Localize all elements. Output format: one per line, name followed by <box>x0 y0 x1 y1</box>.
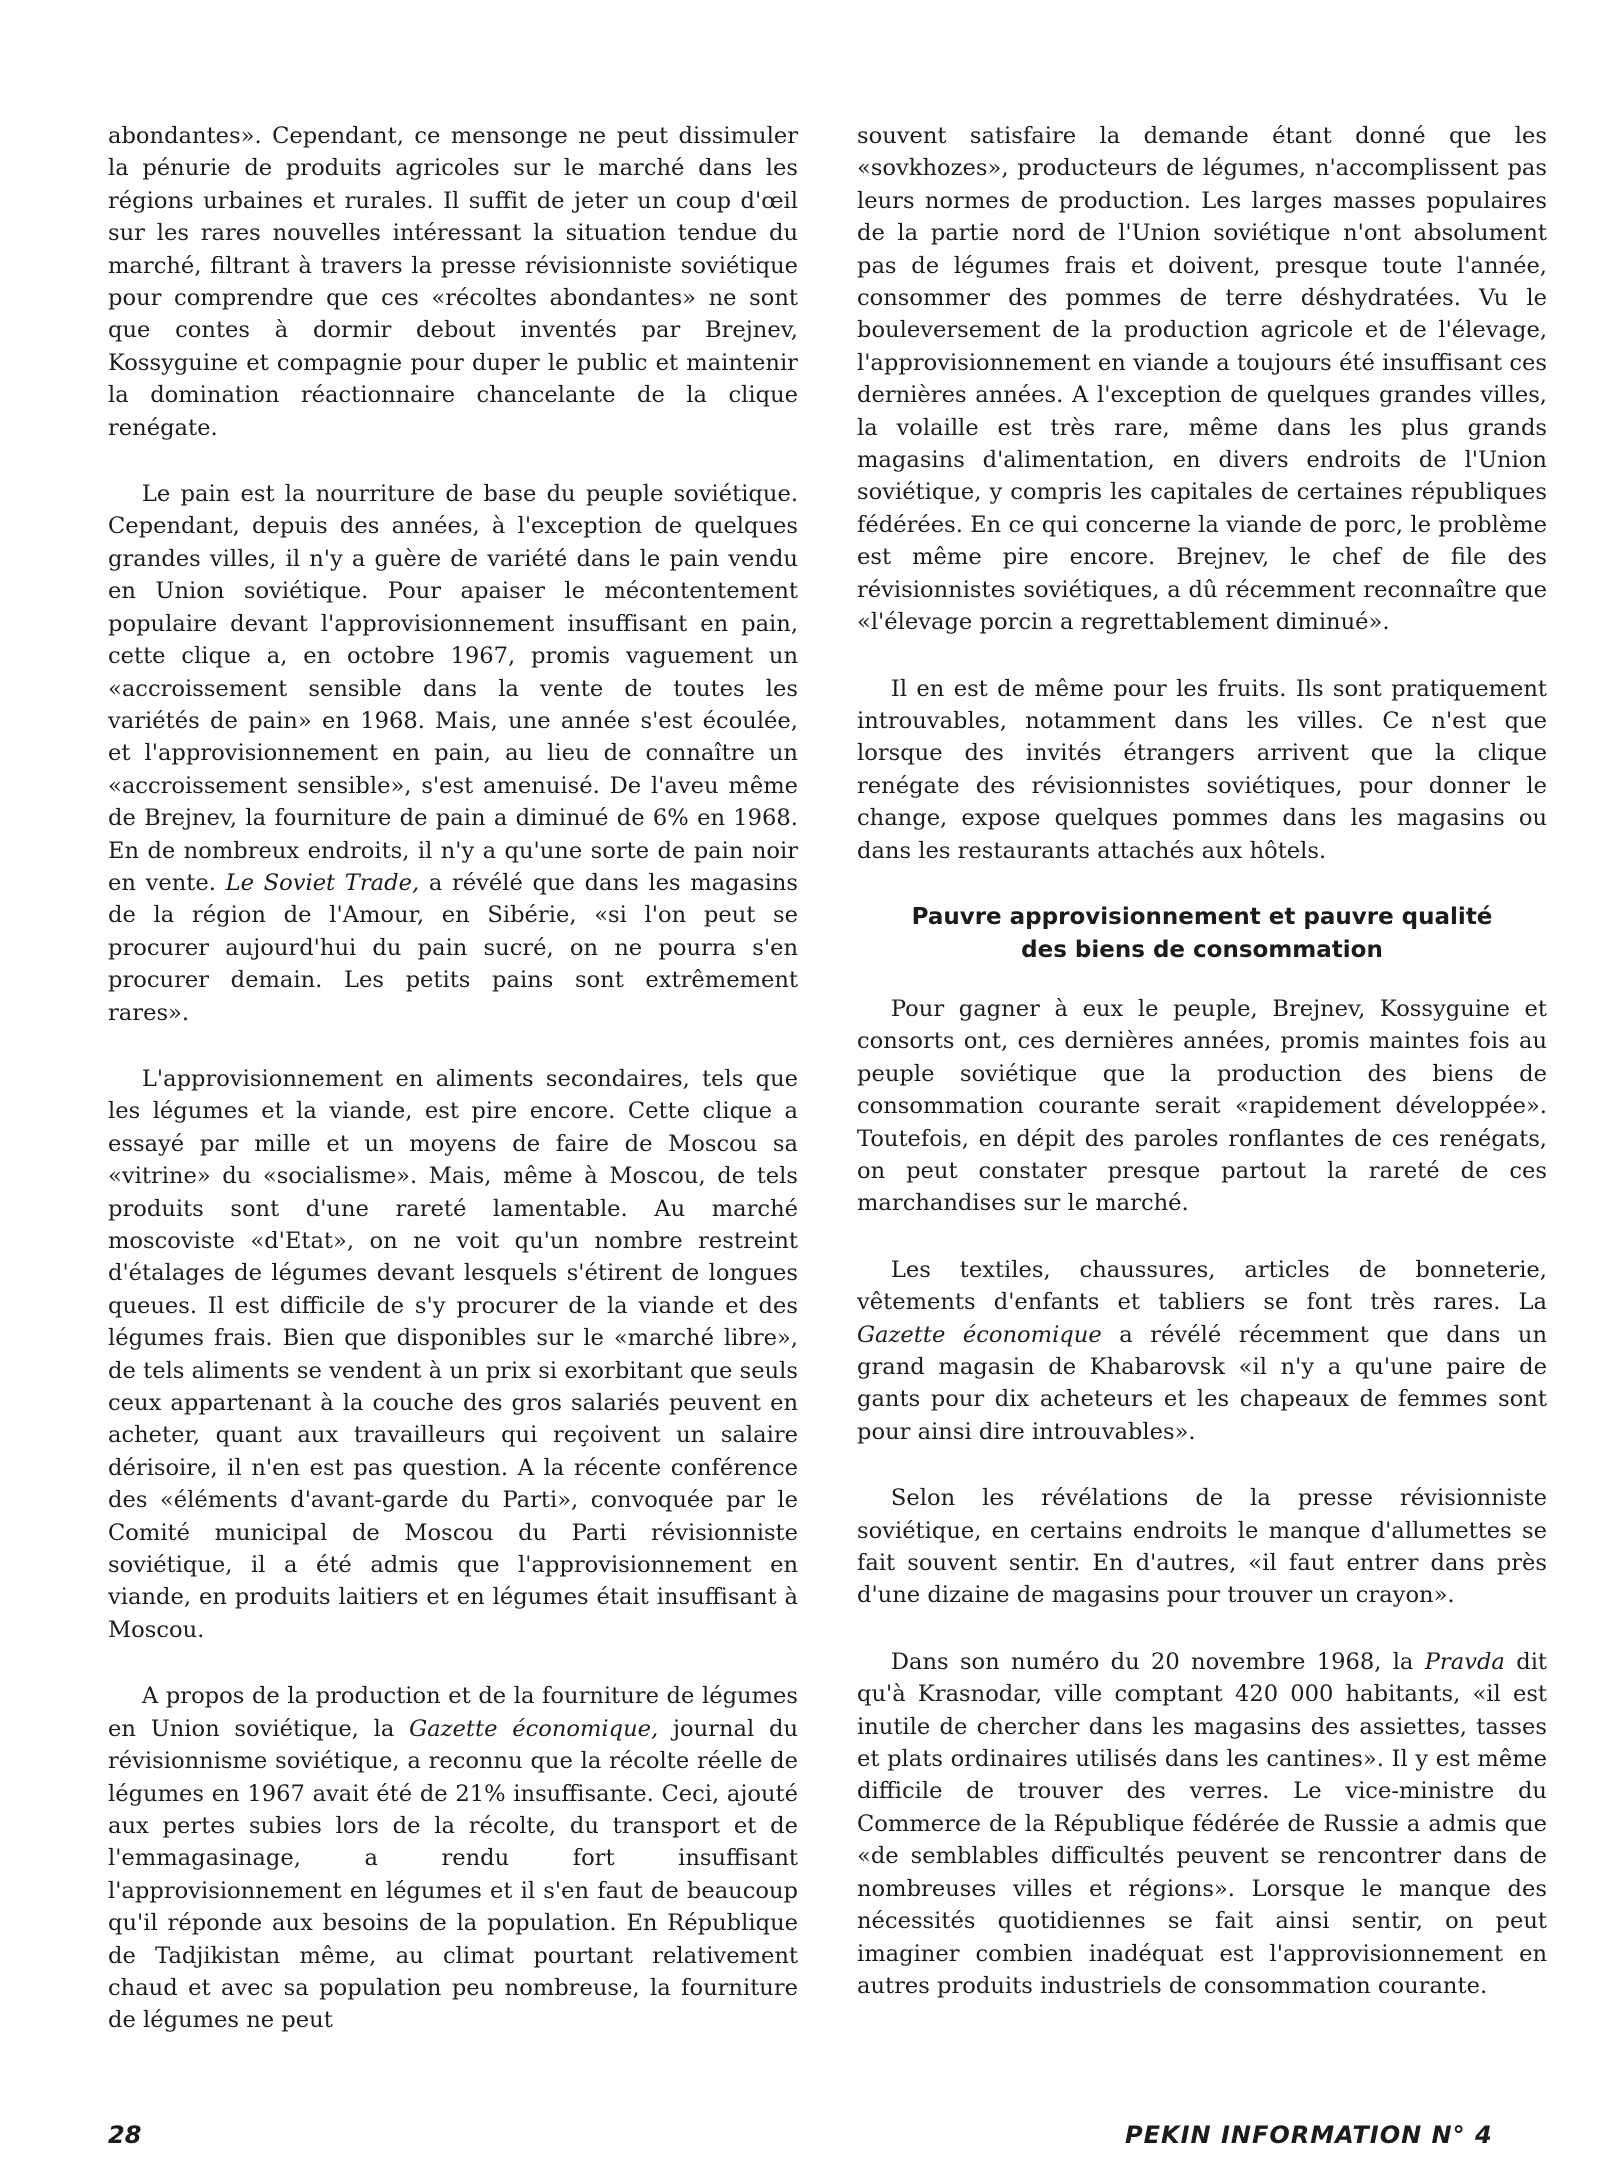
paragraph <box>108 478 798 1029</box>
paragraph: souvent satisfaire la demande étant donné que les «sovkhozes», producteurs de légumes, n'accomplissent pas leurs normes de production. Les larges masses populaires de la partie nord de l'Union soviétique n'ont absolument pas de légumes frais et doivent, presque toute l'année, consommer des pommes de terre déshydratées. Vu le bouleversement de la production agricole et de l'élevage, l'approvisionnement en viande a toujours été insuffisant ces dernières années. A l'exception de quelques grandes villes, la volaille est très rare, même dans les plus grands magasins d'alimentation, en divers endroits de l'Union soviétique, y compris les capitales de certaines républiques fédérées. En ce qui concerne la viande de porc, le problème est même pire encore. Brejnev, le chef de file des révisionnistes soviétiques, a dû récemment reconnaître que «l'élevage porcin a regrettablement diminué». <box>857 123 1547 636</box>
paragraph-text: Dans son numéro du 20 novembre 1968, la <box>890 1648 1414 1675</box>
paragraph-text: Les textiles, chaussures, articles de bonneterie, vêtements d'enfants et tabliers se font très rares. La <box>857 1256 1547 1316</box>
paragraph <box>857 1254 1547 1448</box>
paragraph: L'approvisionnement en aliments secondaires, tels que les légumes et la viande, est pire encore. Cette clique a essayé par mille et un moyens de faire de Moscou sa «vitrine» du «socialisme». Mais, même à Moscou, de tels produits sont d'une rareté lamentable. Au marché moscoviste «d'Etat», on ne voit qu'un nombre restreint d'étalages de légumes devant lesquels s'étirent de longues queues. Il est difficile de s'y procurer de la viande et des légumes frais. Bien que disponibles sur le «marché libre», de tels aliments se vendent à un prix si exorbitant que seuls ceux appartenant à la couche des gros salariés peuvent en acheter, quant aux travailleurs qui reçoivent un salaire dérisoire, il n'en est pas question. A la récente conférence des «éléments d'avant-garde du Parti», convoquée par le Comité municipal de Moscou du Parti révisionniste soviétique, il a été admis que l'approvisionnement en viande, en produits laitiers et en légumes était insuffisant à Moscou. <box>108 1065 798 1643</box>
paragraph: abondantes». Cependant, ce mensonge ne peut dissimuler la pénurie de produits agricoles sur le marché dans les régions urbaines et rurales. Il suffit de jeter un coup d'œil sur les rares nouvelles intéressant la situation tendue du marché, filtrant à travers la presse révisionniste soviétique pour comprendre que ces «récoltes abondantes» ne sont que contes à dormir debout inventés par Brejnev, Kossyguine et compagnie pour duper le public et maintenir la domination réactionnaire chancelante de la clique renégate. <box>108 123 798 441</box>
paragraph <box>108 1680 798 2036</box>
paragraph-text: A propos de la production et de la fourniture de légumes en Union soviétique, la <box>108 1683 798 1742</box>
paragraph-text: journal du révisionnisme soviétique, a reconnu que la récolte réelle de légumes en 1967 avait été de 21% insuffisante. Ceci, ajouté aux pertes subies lors de la récolte, du transport et de l'emmagasinage, a rendu fort insuffisant l'approvisionnement en légumes et il s'en faut de beaucoup qu'il réponde aux besoins de la population. En République de Tadjikistan même, au climat pourtant relativement chaud et avec sa population peu nombreuse, la fourniture de légumes ne peut <box>108 1715 798 2034</box>
paragraph-text: a révélé que dans les magasins de la région de l'Amour, en Sibérie, «si l'on peut se procurer aujourd'hui du pain sucré, on ne pourra s'en procurer demain. Les petits pains sont extrêmement rares». <box>108 869 798 1026</box>
section-heading-line: des biens de consommation <box>1021 936 1383 963</box>
publication-footer: PEKIN INFORMATION N° 4 <box>1125 2121 1493 2149</box>
section-heading <box>857 901 1547 967</box>
paragraph: Selon les révélations de la presse révisionniste soviétique, en certains endroits le manque d'allumettes se fait souvent sentir. En d'autres, «il faut entrer dans près d'une dizaine de magasins pour trouver un crayon». <box>857 1485 1547 1609</box>
publication-title: Gazette économique <box>857 1321 1102 1348</box>
left-column <box>108 120 798 2037</box>
right-column <box>857 120 1547 2002</box>
page-number: 28 <box>108 2121 142 2149</box>
paragraph: Pour gagner à eux le peuple, Brejnev, Kossyguine et consorts ont, ces dernières années, promis maintes fois au peuple soviétique que la production des biens de consommation courante serait «rapidement développée». Toutefois, en dépit des paroles ronflantes de ces renégats, on peut constater presque partout la rareté de ces marchandises sur le marché. <box>857 995 1547 1217</box>
publication-title: Le Soviet Trade, <box>225 869 420 896</box>
paragraph-text: Le pain est la nourriture de base du peuple soviétique. Cependant, depuis des années, à l'exception de quelques grandes villes, il n'y a guère de variété dans le pain vendu en Union soviétique. Pour apaiser le mécontentement populaire devant l'approvisionnement insuffisant en pain, cette clique a, en octobre 1967, promis vaguement un «accroissement sensible dans la vente de toutes les variétés de pain» en 1968. Mais, une année s'est écoulée, et l'approvisionnement en pain, au lieu de connaître un «accroissement sensible», s'est amenuisé. De l'aveu même de Brejnev, la fourniture de pain a diminué de 6% en 1968. En de nombreux endroits, il n'y a qu'une sorte de pain noir en vente. <box>108 481 798 896</box>
paragraph-text: dit qu'à Krasnodar, ville comptant 420 000 habitants, «il est inutile de chercher dans les magasins des assiettes, tasses et plats ordinaires utilisés dans les cantines». Il y est même difficile de trouver des verres. Le vice-ministre du Commerce de la République fédérée de Russie a admis que «de semblables difficultés peuvent se rencontrer dans de nombreuses villes et régions». Lorsque le manque des nécessités quotidiennes se fait ainsi sentir, on peut imaginer combien inadéquat est l'approvisionnement en autres produits industriels de consommation courante. <box>857 1648 1548 1999</box>
publication-title: Pravda <box>1424 1648 1505 1675</box>
paragraph <box>857 1646 1547 2002</box>
section-heading-line: Pauvre approvisionnement et pauvre qualité <box>911 903 1493 930</box>
paragraph: Il en est de même pour les fruits. Ils sont pratiquement introuvables, notamment dans les villes. Ce n'est que lorsque des invités étrangers arrivent que la clique renégate des révisionnistes soviétiques, pour donner le change, expose quelques pommes dans les magasins ou dans les restaurants attachés aux hôtels. <box>857 675 1547 864</box>
publication-title: Gazette économique, <box>409 1715 659 1742</box>
paragraph-text: a révélé récemment que dans un grand magasin de Khabarovsk «il n'y a qu'une paire de gants pour dix acheteurs et les chapeaux de femmes sont pour ainsi dire introuvables». <box>857 1321 1548 1445</box>
